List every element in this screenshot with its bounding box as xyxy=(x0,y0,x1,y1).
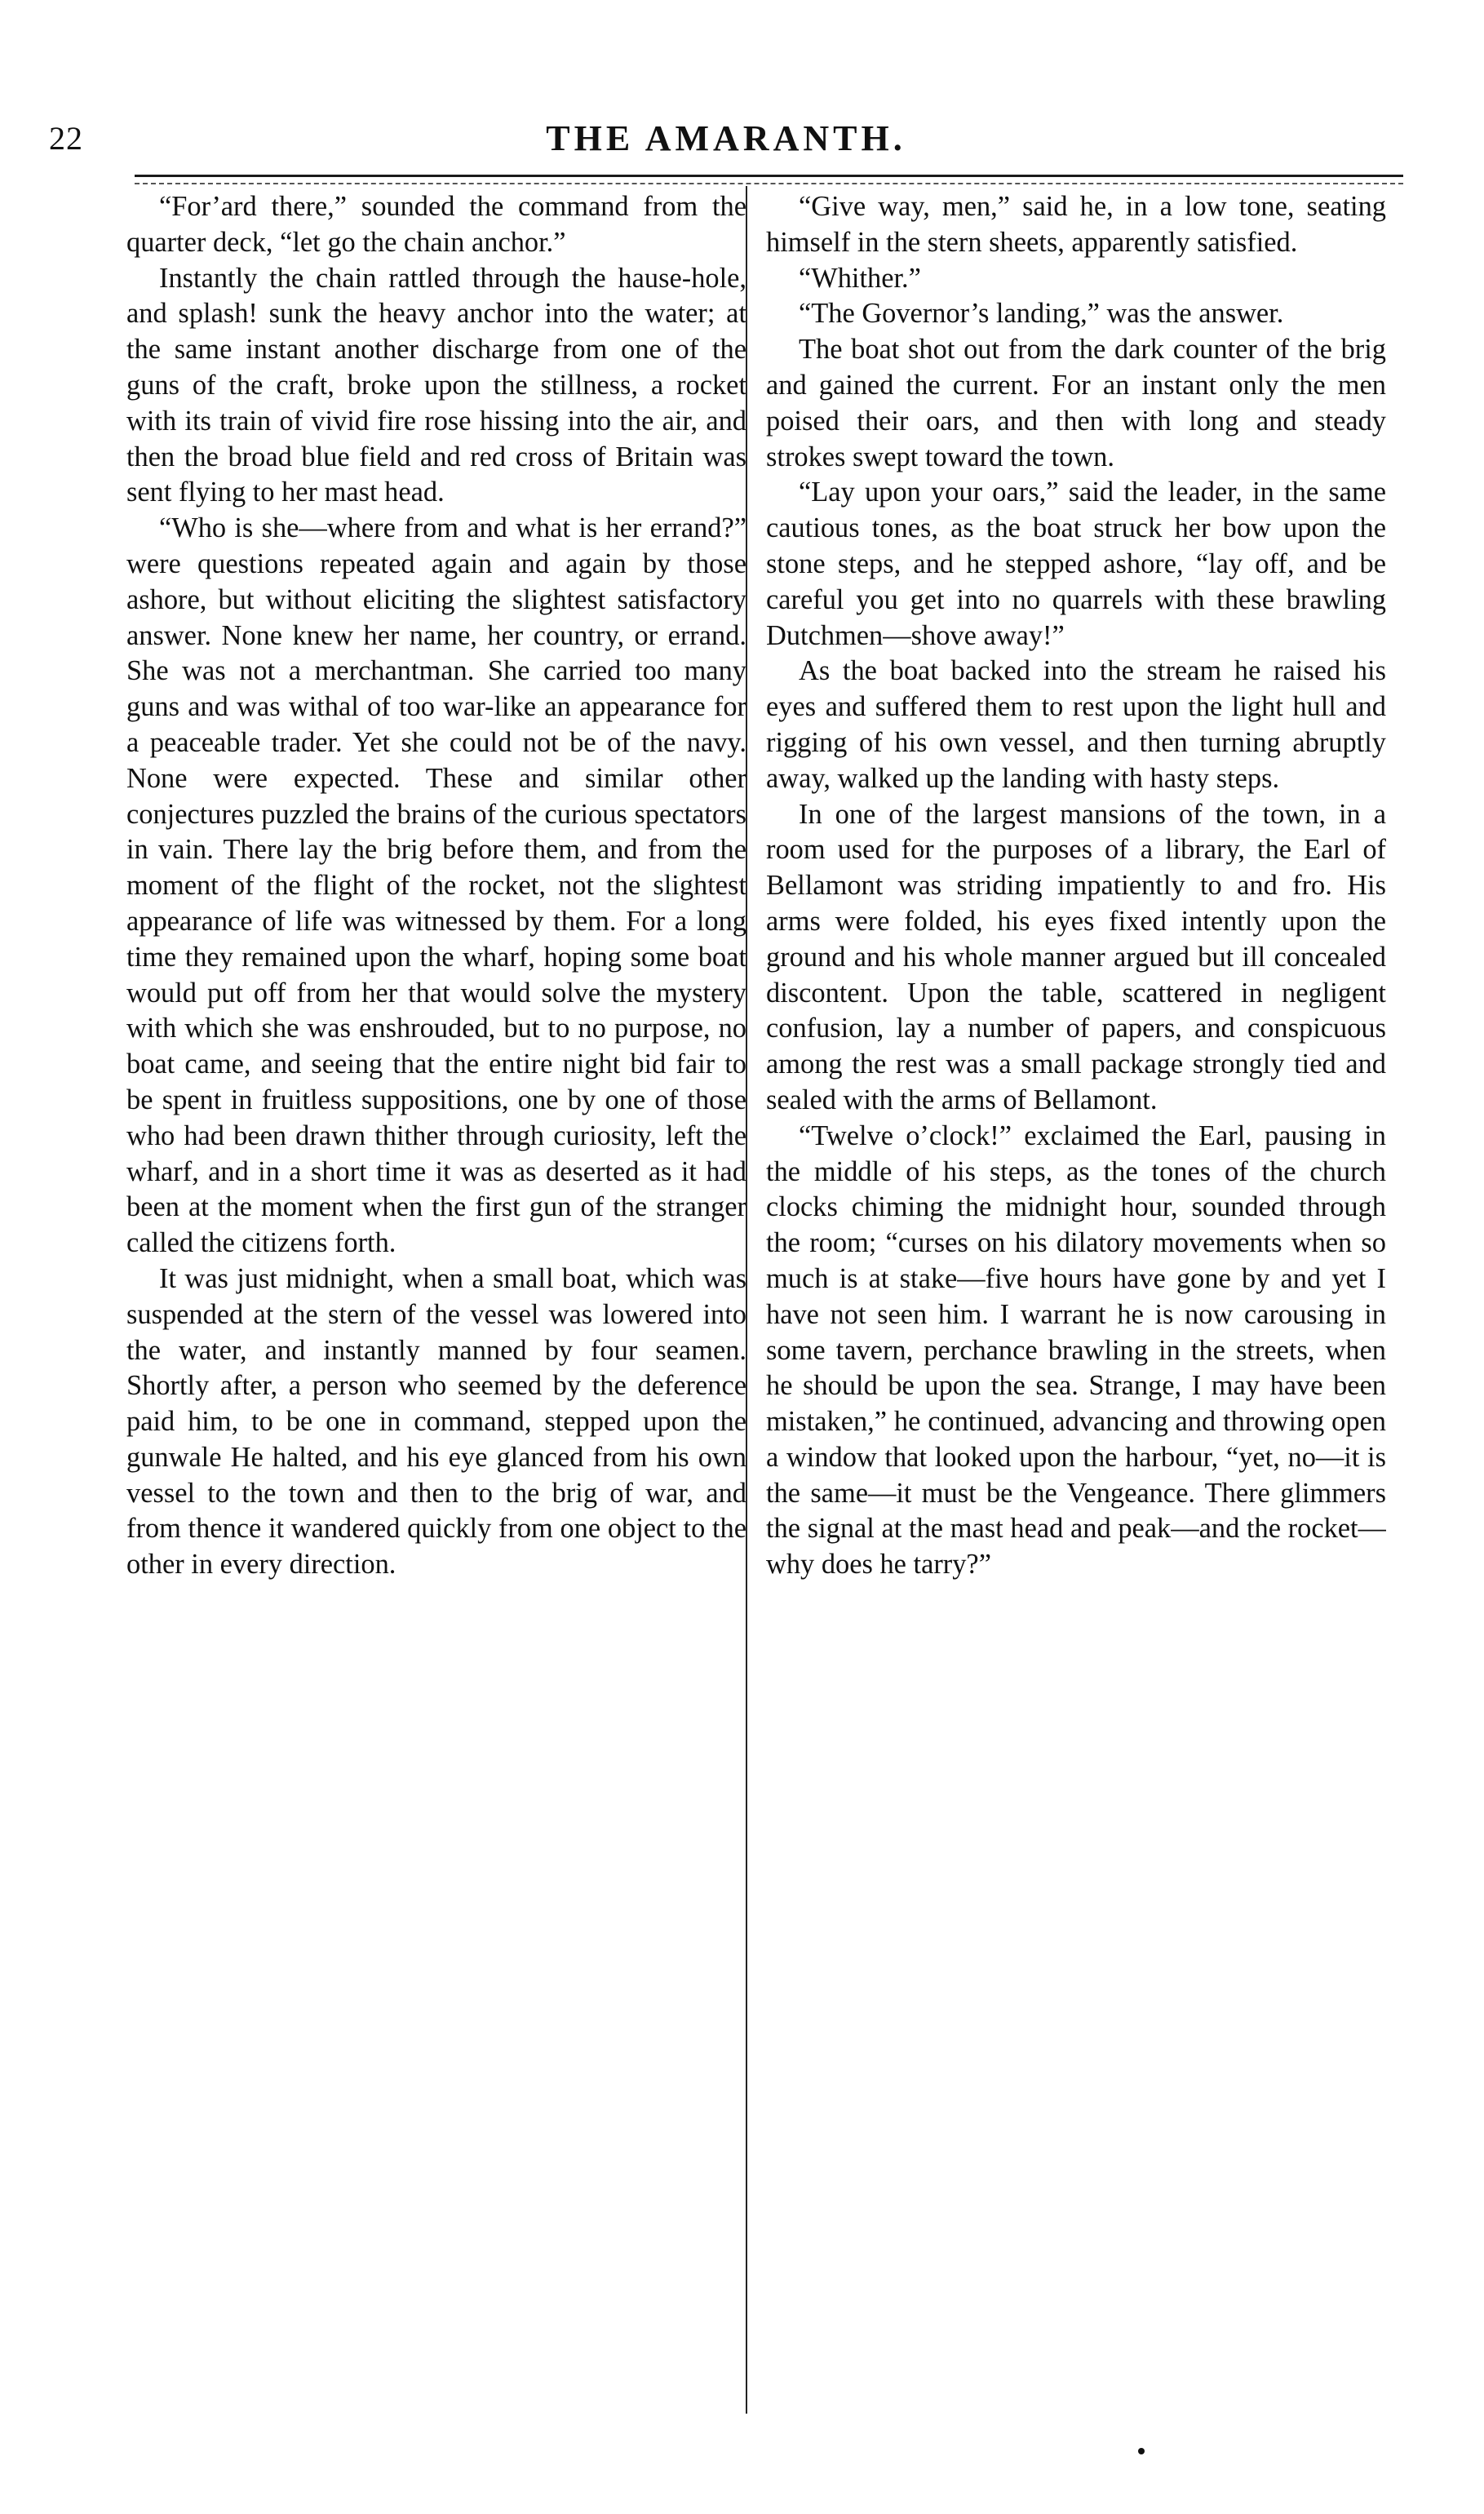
paragraph: “The Governor’s landing,” was the answer. xyxy=(799,298,1284,330)
paragraph: “Lay upon your oars,” said the leader, in the same cautious tones, as the boat struck her bow upon the stone steps, and he stepped ashore, “lay off, and be careful you get into no quarrels with these brawling Dutchmen—shove away!” xyxy=(766,477,1386,651)
paragraph: Instantly the chain rattled through the hause-hole, and splash! sunk the heavy anchor into the water; at the same instant another discharge from one of the guns of the craft, broke upon the stillness, a rocket with its train of vivid fire rose hissing into the air, and then the broad blue field and red cross of Britain was sent flying to her mast head. xyxy=(126,262,746,508)
header-rule-secondary xyxy=(135,183,1403,184)
paragraph: “Twelve o’clock!” exclaimed the Earl, pausing in the middle of his steps, as the tones of the church clocks chiming the midnight hour, sounded through the room; “curses on his dilatory movements when so much is at stake—five hours have gone by and yet I have not seen him. I warrant he is now carousing in some tavern, perchance brawling in the streets, when he should be upon the sea. Strange, I may have been mistaken,” he continued, advancing and throwing open a window that looked upon the harbour, “yet, no—it is the same—it must be the Vengeance. There glimmers the signal at the mast head and peak—and the rocket—why does he tarry?” xyxy=(766,1120,1386,1581)
paragraph: The boat shot out from the dark counter of the brig and gained the current. For an instant only the men poised their oars, and then with long and steady strokes swept toward the town. xyxy=(766,334,1386,472)
paragraph: “Give way, men,” said he, in a low tone, seating himself in the stern sheets, apparently satisfied. xyxy=(766,191,1386,258)
page-header xyxy=(49,114,1403,163)
paragraph: “Whither.” xyxy=(799,262,921,294)
paragraph: “For’ard there,” sounded the command from the quarter deck, “let go the chain anchor.” xyxy=(126,191,746,258)
paragraph: As the boat backed into the stream he raised his eyes and suffered them to rest upon the light hull and rigging of his own vessel, and then turning abruptly away, walked up the landing with hasty steps. xyxy=(766,655,1386,794)
paragraph: It was just midnight, when a small boat, which was suspended at the stern of the vessel was lowered into the water, and instantly manned by four seamen. Shortly after, a person who seemed by the deference paid him, to be one in command, stepped upon the gunwale He halted, and his eye glanced from his own vessel to the town and then to the brig of war, and from thence it wandered quickly from one object to the other in every direction. xyxy=(126,1262,746,1581)
ink-dot-ornament xyxy=(1138,2448,1145,2454)
right-column xyxy=(766,189,1386,2425)
column-divider xyxy=(746,186,747,2414)
paragraph: “Who is she—where from and what is her errand?” were questions repeated again and again by those ashore, but without eliciting the slightest satisfactory answer. None knew her name, her country, or errand. She was not a merchantman. She carried too many guns and was withal of too war-like an appearance for a peaceable trader. Yet she could not be of the navy. None were expected. These and similar other conjectures puzzled the brains of the curious spectators in vain. There lay the brig before them, and from the moment of the flight of the rocket, not the slightest appearance of life was witnessed by them. For a long time they remained upon the wharf, hoping some boat would put off from her that would solve the mystery with which she was enshrouded, but to no purpose, no boat came, and seeing that the entire night bid fair to be spent in fruitless suppositions, one by one of those who had been drawn thither through curiosity, left the wharf, and in a short time it was as deserted as it had been at the moment when the first gun of the stranger called the citizens forth. xyxy=(126,512,746,1259)
paragraph: In one of the largest mansions of the town, in a room used for the purposes of a library, the Earl of Bellamont was striding impatiently to and fro. His arms were folded, his eyes fixed intently upon the ground and his whole manner argued but ill concealed discontent. Upon the table, scattered in negligent confusion, lay a number of papers, and conspicuous among the rest was a small package strongly tied and sealed with the arms of Bellamont. xyxy=(766,798,1386,1115)
page-number: 22 xyxy=(49,120,83,157)
left-column xyxy=(126,189,746,2425)
running-title: THE AMARANTH. xyxy=(546,118,906,158)
header-rule xyxy=(135,175,1403,177)
